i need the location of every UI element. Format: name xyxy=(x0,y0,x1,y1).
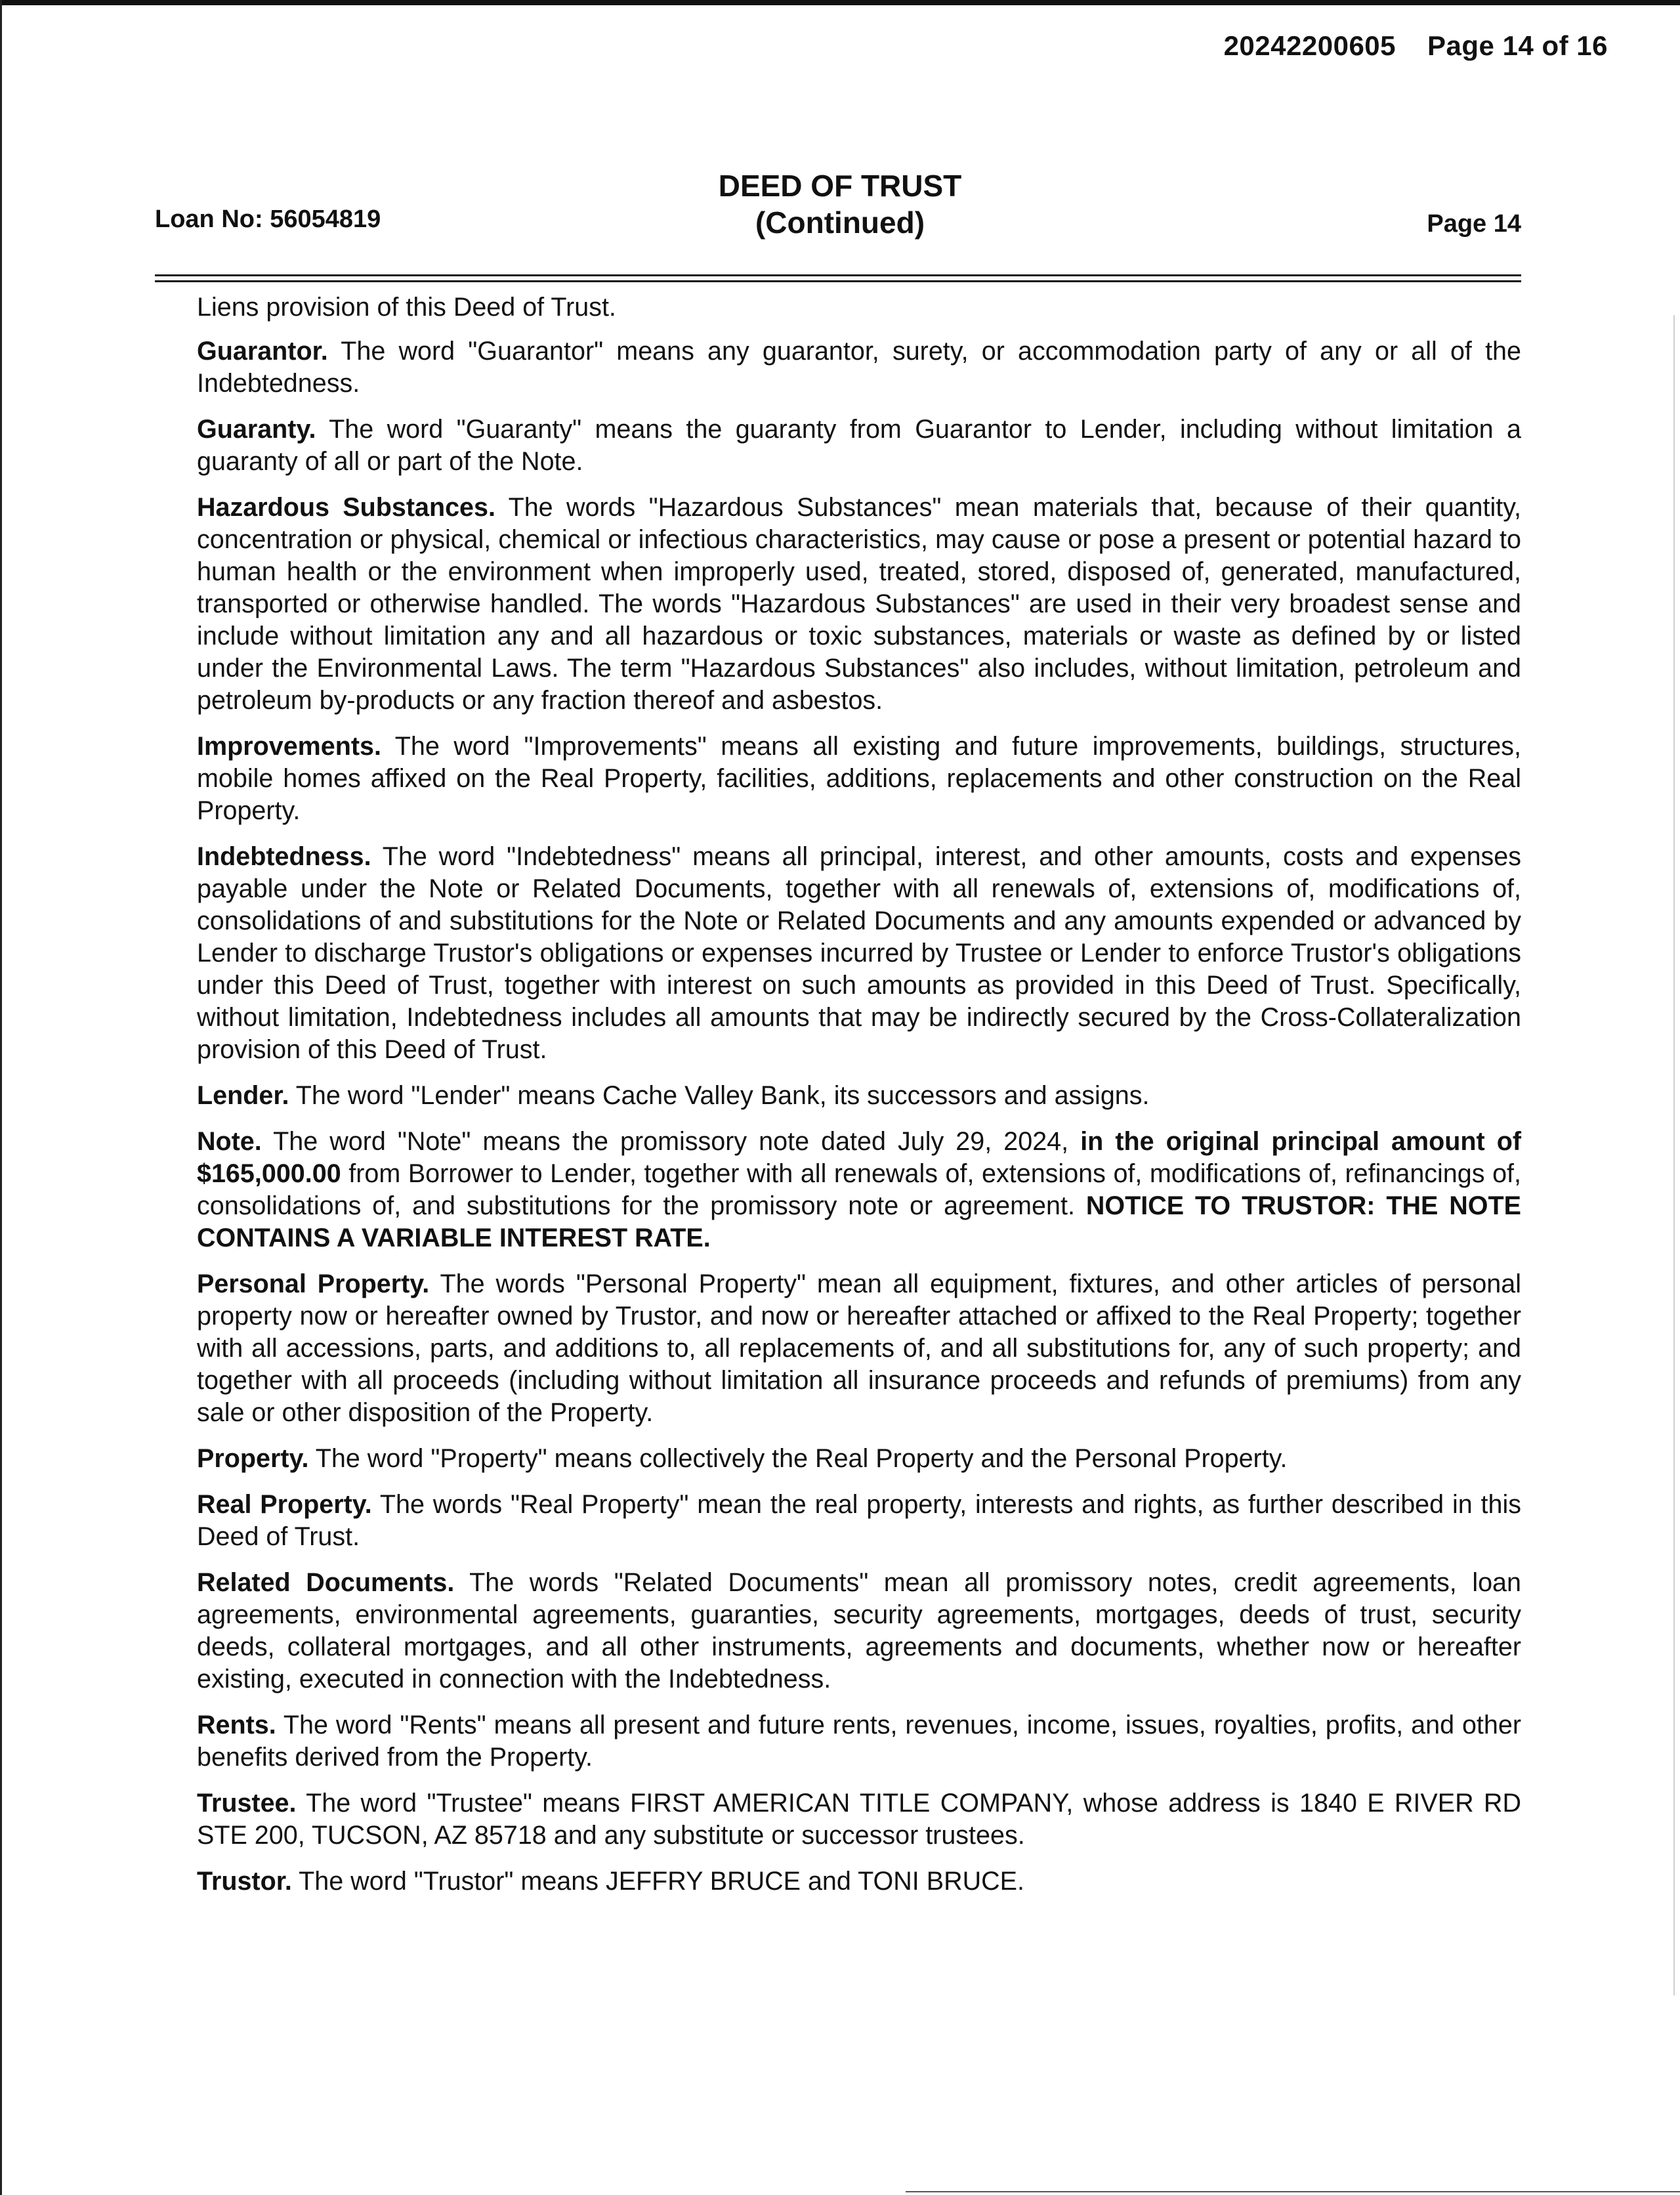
definition-guarantor xyxy=(197,335,1521,400)
definition-real-property xyxy=(197,1489,1521,1553)
definition-term: Improvements. xyxy=(197,732,381,761)
definition-term: Trustee. xyxy=(197,1789,297,1818)
definition-personal-property xyxy=(197,1268,1521,1429)
principal-amount-text: in the original principal amount of $165,000.00 xyxy=(197,1127,1521,1188)
definition-text: The word "Note" means the promissory note dated July 29, 2024, xyxy=(273,1127,1069,1156)
definition-rents xyxy=(197,1709,1521,1774)
definition-note xyxy=(197,1126,1521,1254)
recording-stamp xyxy=(1224,30,1608,62)
definition-term: Rents. xyxy=(197,1711,276,1739)
variable-rate-notice: NOTICE TO TRUSTOR: THE NOTE CONTAINS A VARIABLE INTEREST RATE. xyxy=(197,1191,1521,1252)
document-subtitle: (Continued) xyxy=(755,205,925,240)
definition-text: The words "Hazardous Substances" mean materials that, because of their quantity, concentration or physical, chemical or infectious characteristics, may cause or pose a present or potential hazard to human health or the environment when improperly used, treated, stored, disposed of, generated, manufactured, transported or otherwise handled. The words "Hazardous Substances" are used in their very broadest sense and include without limitation any and all hazardous or toxic substances, materials or waste as defined by or listed under the Environmental Laws. The term "Hazardous Substances" also includes, without limitation, petroleum and petroleum by-products or any fraction thereof and asbestos. xyxy=(197,493,1521,715)
definition-text: The word "Guaranty" means the guaranty from Guarantor to Lender, including without limitation a guaranty of all or part of the Note. xyxy=(197,415,1521,476)
definition-guaranty xyxy=(197,414,1521,478)
bottom-scan-edge xyxy=(906,2191,1680,2192)
document-number: 20242200605 xyxy=(1223,30,1396,61)
right-scan-edge xyxy=(1673,315,1675,1995)
page-number: Page 14 xyxy=(1427,210,1521,238)
definition-text: The word "Guarantor" means any guarantor, surety, or accommodation party of any or all of the Indebtedness. xyxy=(197,337,1521,398)
definition-hazardous-substances xyxy=(197,492,1521,717)
definition-term: Property. xyxy=(197,1444,309,1473)
continuation-text: Liens provision of this Deed of Trust. xyxy=(197,293,616,322)
definition-text: The word "Rents" means all present and future rents, revenues, income, issues, royalties, profits, and other benefits derived from the Property. xyxy=(197,1711,1522,1772)
definition-text: The words "Related Documents" mean all promissory notes, credit agreements, loan agreements, environmental agreements, guaranties, security agreements, mortgages, deeds of trust, security deeds, collateral mortgages, and all other instruments, agreements and documents, whether now or hereafter existing, executed in connection with the Indebtedness. xyxy=(197,1568,1521,1694)
definition-trustee xyxy=(197,1787,1521,1852)
definition-text: The word "Trustee" means FIRST AMERICAN TITLE COMPANY, whose address is 1840 E RIVER RD STE 200, TUCSON, AZ 85718 and any substitute or successor trustees. xyxy=(197,1789,1521,1850)
definition-related-documents xyxy=(197,1567,1521,1695)
definition-text: The word "Indebtedness" means all principal, interest, and other amounts, costs and expenses payable under the Note or Related Documents, together with all renewals of, extensions of, modifications of, consolidations of and substitutions for the Note or Related Documents and any amounts expended or advanced by Lender to discharge Trustor's obligations or expenses incurred by Trustee or Lender to enforce Trustor's obligations under this Deed of Trust, together with interest on such amounts as provided in this Deed of Trust. Specifically, without limitation, Indebtedness includes all amounts that may be indirectly secured by the Cross-Collateralization provision of this Deed of Trust. xyxy=(197,842,1522,1064)
definition-text: The word "Property" means collectively the Real Property and the Personal Property. xyxy=(315,1444,1288,1473)
definition-term: Personal Property. xyxy=(197,1269,430,1298)
definition-text: The word "Trustor" means JEFFRY BRUCE and TONI BRUCE. xyxy=(299,1867,1024,1896)
definition-term: Note. xyxy=(197,1127,262,1156)
left-scan-border xyxy=(0,0,2,2195)
definition-improvements xyxy=(197,731,1521,827)
definition-term: Indebtedness. xyxy=(197,842,371,871)
definition-text: The word "Lender" means Cache Valley Bank, its successors and assigns. xyxy=(295,1081,1150,1110)
definition-text: The words "Real Property" mean the real property, interests and rights, as further described in this Deed of Trust. xyxy=(197,1490,1522,1551)
page-of-count: Page 14 of 16 xyxy=(1427,30,1608,61)
definition-text: The word "Improvements" means all existing and future improvements, buildings, structures, mobile homes affixed on the Real Property, facilities, additions, replacements and other construction on the Real Property. xyxy=(197,732,1522,825)
definition-lender xyxy=(197,1080,1521,1112)
definition-text: from Borrower to Lender, together with all renewals of, extensions of, modifications of, refinancings of, consolidations of, and substitutions for the promissory note or agreement. xyxy=(197,1159,1521,1220)
definition-indebtedness xyxy=(197,841,1521,1066)
definition-term: Real Property. xyxy=(197,1490,372,1519)
definition-term: Related Documents. xyxy=(197,1568,455,1597)
definition-term: Guaranty. xyxy=(197,415,316,444)
definition-term: Guarantor. xyxy=(197,337,328,366)
definition-term: Lender. xyxy=(197,1081,289,1110)
definition-trustor xyxy=(197,1865,1521,1898)
definition-text: The words "Personal Property" mean all equipment, fixtures, and other articles of personal property now or hereafter owned by Trustor, and now or hereafter attached or affixed to the Real Property; together with all accessions, parts, and additions to, all replacements of, and all substitutions for, any of such property; and together with all proceeds (including without limitation all insurance proceeds and refunds of premiums) from any sale or other disposition of the Property. xyxy=(197,1269,1521,1427)
header-divider xyxy=(155,274,1521,282)
definition-term: Hazardous Substances. xyxy=(197,493,495,522)
loan-number: Loan No: 56054819 xyxy=(155,205,381,233)
document-body xyxy=(197,291,1521,1911)
definition-term: Trustor. xyxy=(197,1867,292,1896)
document-title: DEED OF TRUST xyxy=(718,169,962,203)
definition-property xyxy=(197,1443,1521,1475)
top-scan-border xyxy=(0,0,1680,5)
